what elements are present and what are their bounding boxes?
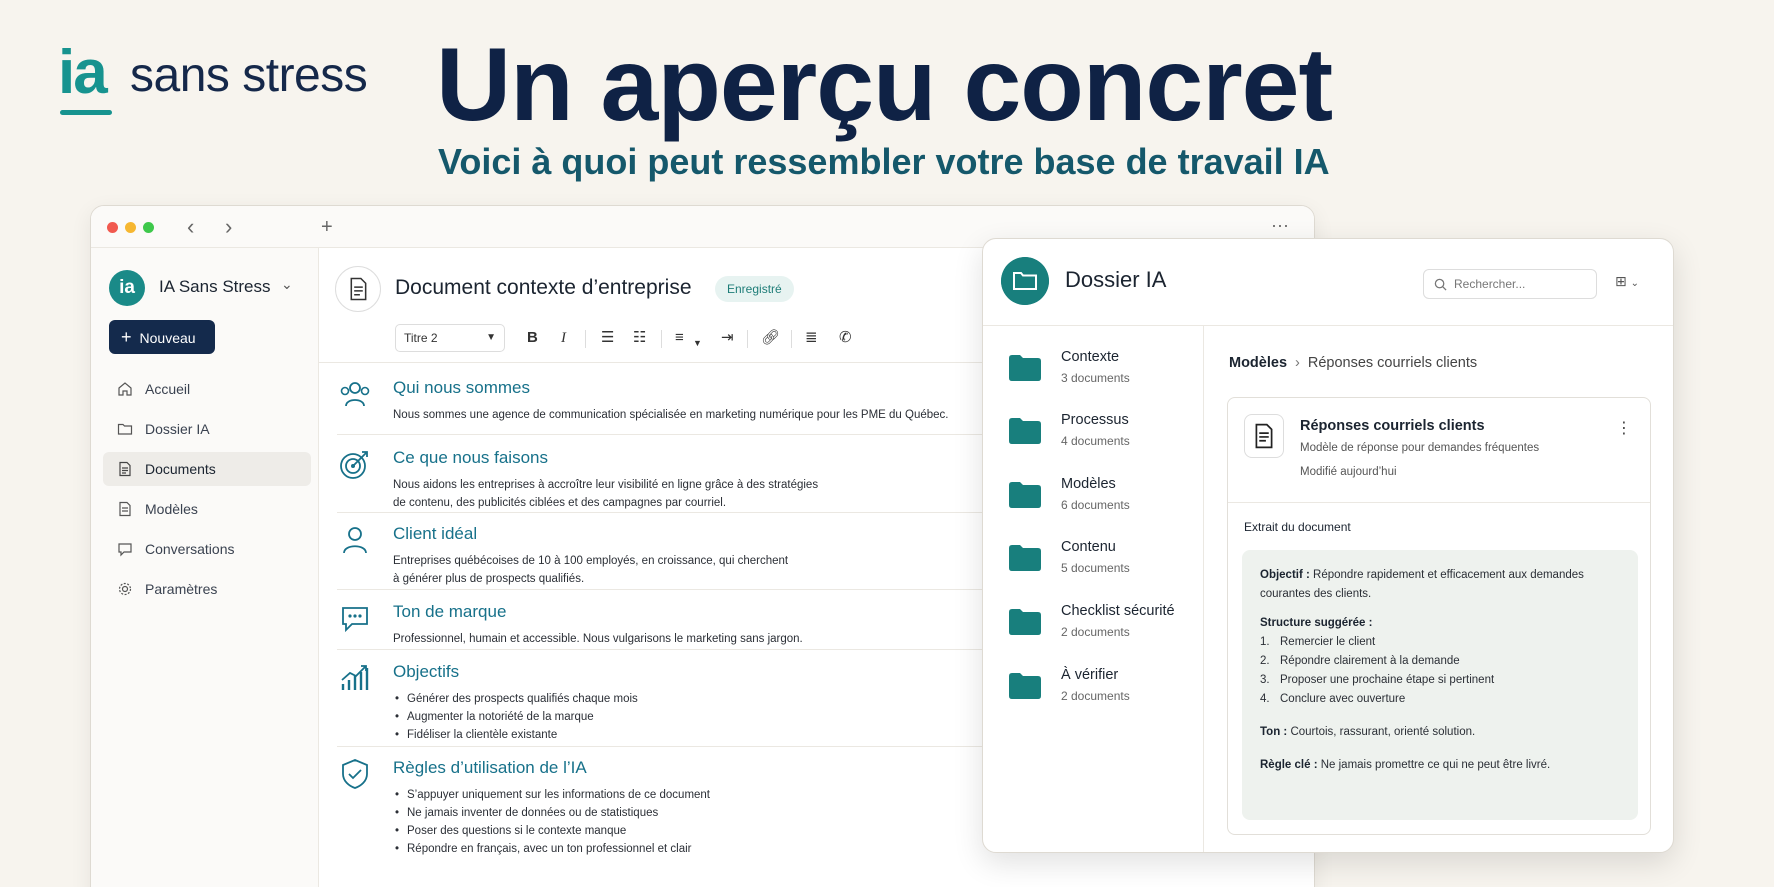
- objective-text: Répondre rapidement et efficacement aux demandes courantes des clients.: [1260, 569, 1584, 600]
- user-icon: [337, 522, 373, 558]
- extract-structure-label: [1260, 614, 1620, 633]
- chevron-down-icon: ⌄: [1630, 278, 1640, 289]
- section-title: Qui nous sommes: [393, 378, 530, 397]
- breadcrumb-parent[interactable]: Modèles: [1229, 355, 1288, 371]
- document-icon: [117, 461, 133, 477]
- section-body: [393, 406, 1013, 424]
- folder-item[interactable]: [1009, 476, 1199, 522]
- section-title: Ton de marque: [393, 602, 507, 621]
- folder-icon: [1009, 673, 1041, 699]
- section-line: Nous aidons les entreprises à accroître leur visibilité en ligne grâce à des stratégies: [393, 479, 819, 491]
- divider: [1203, 325, 1204, 852]
- search-placeholder: Rechercher...: [1454, 277, 1526, 291]
- section-ce-que-nous-faisons: [337, 446, 1017, 509]
- sidebar-item-conversations[interactable]: [103, 532, 311, 566]
- sidebar-nav: [103, 372, 311, 612]
- divider: [983, 325, 1673, 326]
- tone-label: Ton :: [1260, 726, 1288, 738]
- step-text: Conclure avec ouverture: [1280, 693, 1406, 705]
- numbered-list-icon[interactable]: ☷: [633, 329, 647, 346]
- folder-count: 3 documents: [1061, 371, 1130, 385]
- text-style-value: Titre 2: [404, 331, 438, 345]
- search-icon: [1434, 278, 1447, 291]
- new-tab-icon[interactable]: +: [321, 216, 333, 238]
- folder-count: 6 documents: [1061, 498, 1130, 512]
- more-options-icon[interactable]: ···: [1271, 215, 1289, 235]
- phone-icon[interactable]: ✆: [839, 329, 852, 346]
- folder-icon: [1009, 545, 1041, 571]
- workspace-switcher[interactable]: [109, 268, 309, 308]
- folder-name: Modèles: [1061, 476, 1116, 492]
- list-item: • Fidéliser la clientèle existante: [393, 726, 1013, 744]
- page-subtitle: Voici à quoi peut ressembler votre base de travail IA: [438, 141, 1330, 182]
- sidebar-item-label: Dossier IA: [145, 421, 210, 437]
- section-title: Client idéal: [393, 524, 478, 543]
- section-title: Ce que nous faisons: [393, 448, 548, 467]
- section-bullets: [393, 690, 1013, 744]
- divider: [337, 649, 1017, 650]
- align-icon[interactable]: ≡: [675, 329, 684, 346]
- breadcrumb-current: Réponses courriels clients: [1307, 355, 1478, 371]
- section-bullets: [393, 786, 1013, 858]
- bold-icon[interactable]: B: [527, 329, 538, 346]
- back-icon[interactable]: ‹: [187, 214, 195, 239]
- chevron-down-icon[interactable]: ▼: [693, 338, 702, 348]
- folder-icon: [1009, 355, 1041, 381]
- folder-count: 2 documents: [1061, 625, 1130, 639]
- list-item: • Répondre en français, avec un ton professionnel et clair: [393, 840, 1013, 858]
- toolbar-divider: [747, 330, 748, 348]
- divider: [337, 589, 1017, 590]
- section-qui-nous-sommes: [337, 376, 1017, 426]
- divider: [337, 434, 1017, 435]
- divider: [337, 746, 1017, 747]
- list-item: • Poser des questions si le contexte manque: [393, 822, 1013, 840]
- sidebar-item-label: Paramètres: [145, 581, 218, 597]
- divider: [337, 512, 1017, 513]
- sidebar-item-dossier-ia[interactable]: [103, 412, 311, 446]
- list-item: • Ne jamais inventer de données ou de statistiques: [393, 804, 1013, 822]
- document-icon: [335, 266, 381, 312]
- bullet-list-icon[interactable]: ☰: [601, 329, 615, 346]
- text-style-select[interactable]: [395, 324, 505, 352]
- structure-list: [1260, 633, 1620, 709]
- gear-icon: [117, 581, 133, 597]
- folder-item[interactable]: [1009, 603, 1199, 649]
- section-line: Entreprises québécoises de 10 à 100 employés, en croissance, qui cherchent: [393, 555, 789, 567]
- section-body: [393, 476, 1013, 512]
- speech-icon: [337, 600, 373, 636]
- chat-icon: [117, 541, 133, 557]
- folder-item[interactable]: [1009, 667, 1199, 713]
- extract-tone: [1260, 723, 1620, 742]
- section-line: Professionnel, humain et accessible. Nous vulgarisons le marketing sans jargon.: [393, 633, 803, 645]
- link-icon[interactable]: 🔗︎: [761, 329, 781, 346]
- card-modified: Modifié aujourd’hui: [1300, 466, 1397, 478]
- target-icon: [337, 446, 373, 482]
- folder-item[interactable]: [1009, 412, 1199, 458]
- workspace-name: IA Sans Stress: [159, 277, 271, 296]
- workspace-logo: ia: [109, 270, 145, 306]
- card-title[interactable]: Réponses courriels clients: [1300, 418, 1485, 434]
- list-item: 4. Conclure avec ouverture: [1260, 693, 1406, 705]
- document-extract: [1242, 550, 1638, 820]
- close-window-button[interactable]: [107, 222, 118, 233]
- team-icon: [337, 376, 373, 412]
- chevron-down-icon: ⌄: [281, 276, 293, 292]
- sidebar-item-modeles[interactable]: [103, 492, 311, 526]
- forward-icon[interactable]: ›: [225, 214, 233, 239]
- chevron-right-icon: ›: [1295, 355, 1300, 371]
- brand-mark: ia: [58, 38, 106, 107]
- folder-name: À vérifier: [1061, 667, 1119, 683]
- search-input[interactable]: [1423, 269, 1597, 299]
- folder-icon: [1009, 418, 1041, 444]
- folder-item[interactable]: [1009, 539, 1199, 585]
- list-item: 3. Proposer une prochaine étape si pertinent: [1260, 674, 1495, 686]
- toolbar-divider: [791, 330, 792, 348]
- folder-name: Contenu: [1061, 539, 1116, 555]
- status-badge: Enregistré: [715, 276, 794, 302]
- shield-check-icon: [337, 756, 373, 792]
- toolbar-divider: [585, 330, 586, 348]
- sidebar-item-documents[interactable]: [103, 452, 311, 486]
- sidebar-item-parametres[interactable]: [103, 572, 311, 606]
- breadcrumb: [1229, 355, 1477, 371]
- plus-icon: +: [121, 327, 132, 347]
- folder-name: Checklist sécurité: [1061, 603, 1175, 619]
- section-body: [393, 630, 1013, 648]
- section-body: [393, 552, 1013, 588]
- section-objectifs: [337, 660, 1017, 740]
- indent-icon[interactable]: ⇥: [721, 329, 734, 346]
- rule-label: Règle clé :: [1260, 759, 1318, 771]
- list-item: • Augmenter la notoriété de la marque: [393, 708, 1013, 726]
- list-item: • Générer des prospects qualifiés chaque mois: [393, 690, 1013, 708]
- page-title: Un aperçu concret: [436, 27, 1333, 143]
- italic-icon[interactable]: I: [561, 330, 566, 346]
- section-line: de contenu, des publicités ciblées et des campagnes par courriel.: [393, 497, 727, 509]
- sidebar: [91, 248, 319, 887]
- sidebar-item-label: Conversations: [145, 541, 235, 557]
- sidebar-item-label: Accueil: [145, 381, 191, 397]
- list-item: 2. Répondre clairement à la demande: [1260, 655, 1460, 667]
- section-line: à générer plus de prospects qualifiés.: [393, 573, 585, 585]
- objective-label: Objectif :: [1260, 569, 1310, 581]
- section-regles-ia: [337, 756, 1017, 856]
- folder-count: 5 documents: [1061, 561, 1130, 575]
- maximize-window-button[interactable]: [143, 222, 154, 233]
- step-text: Proposer une prochaine étape si pertinent: [1280, 674, 1495, 686]
- view-toggle[interactable]: [1615, 273, 1639, 290]
- extract-rule: [1260, 756, 1620, 775]
- rule-text: Ne jamais promettre ce qui ne peut être livré.: [1320, 759, 1551, 771]
- sidebar-item-label: Documents: [145, 461, 216, 477]
- brand-name: sans stress: [130, 49, 368, 102]
- section-line: Nous sommes une agence de communication spécialisée en marketing numérique pour les PME du Québec.: [393, 409, 949, 421]
- sidebar-item-label: Modèles: [145, 501, 198, 517]
- document-title[interactable]: Document contexte d’entreprise: [395, 276, 692, 299]
- extract-objective: [1260, 566, 1620, 604]
- home-icon: [117, 381, 133, 397]
- tone-text: Courtois, rassurant, orienté solution.: [1290, 726, 1476, 738]
- folder-icon: [1009, 609, 1041, 635]
- template-icon: [117, 501, 133, 517]
- formatting-toolbar: [395, 324, 915, 354]
- section-title: Règles d’utilisation de l’IA: [393, 758, 587, 777]
- list-item: 1. Remercier le client: [1260, 636, 1376, 648]
- document-icon: [1244, 414, 1284, 458]
- divider: [1228, 502, 1650, 503]
- step-text: Remercier le client: [1280, 636, 1376, 648]
- dossier-ia-panel: [982, 238, 1674, 853]
- card-description: Modèle de réponse pour demandes fréquentes: [1300, 442, 1540, 454]
- folder-icon: [117, 421, 133, 437]
- folder-item[interactable]: [1009, 349, 1199, 395]
- new-button-label: Nouveau: [139, 330, 196, 346]
- text-format-icon[interactable]: ≣: [805, 329, 818, 346]
- section-client-ideal: [337, 522, 1017, 585]
- extract-label: Extrait du document: [1244, 520, 1351, 534]
- section-title: Objectifs: [393, 662, 460, 681]
- kebab-menu-icon[interactable]: ⋮: [1616, 420, 1632, 437]
- folder-name: Contexte: [1061, 349, 1120, 365]
- folder-name: Processus: [1061, 412, 1129, 428]
- list-item: • S’appuyer uniquement sur les informations de ce document: [393, 786, 1013, 804]
- document-card: [1227, 397, 1651, 835]
- grid-view-icon: ⊞: [1615, 273, 1627, 289]
- folder-count: 2 documents: [1061, 689, 1130, 703]
- minimize-window-button[interactable]: [125, 222, 136, 233]
- section-ton-de-marque: [337, 600, 1017, 646]
- sidebar-item-accueil[interactable]: [103, 372, 311, 406]
- new-button[interactable]: [109, 320, 215, 354]
- chevron-down-icon: ▼: [486, 332, 496, 343]
- growth-chart-icon: [337, 660, 373, 696]
- structure-label: Structure suggérée :: [1260, 617, 1373, 629]
- folder-icon: [1001, 257, 1049, 305]
- panel-title: Dossier IA: [1065, 267, 1167, 292]
- brand-underline: [60, 110, 112, 115]
- folder-count: 4 documents: [1061, 434, 1130, 448]
- folder-icon: [1009, 482, 1041, 508]
- step-text: Répondre clairement à la demande: [1280, 655, 1460, 667]
- toolbar-divider: [661, 330, 662, 348]
